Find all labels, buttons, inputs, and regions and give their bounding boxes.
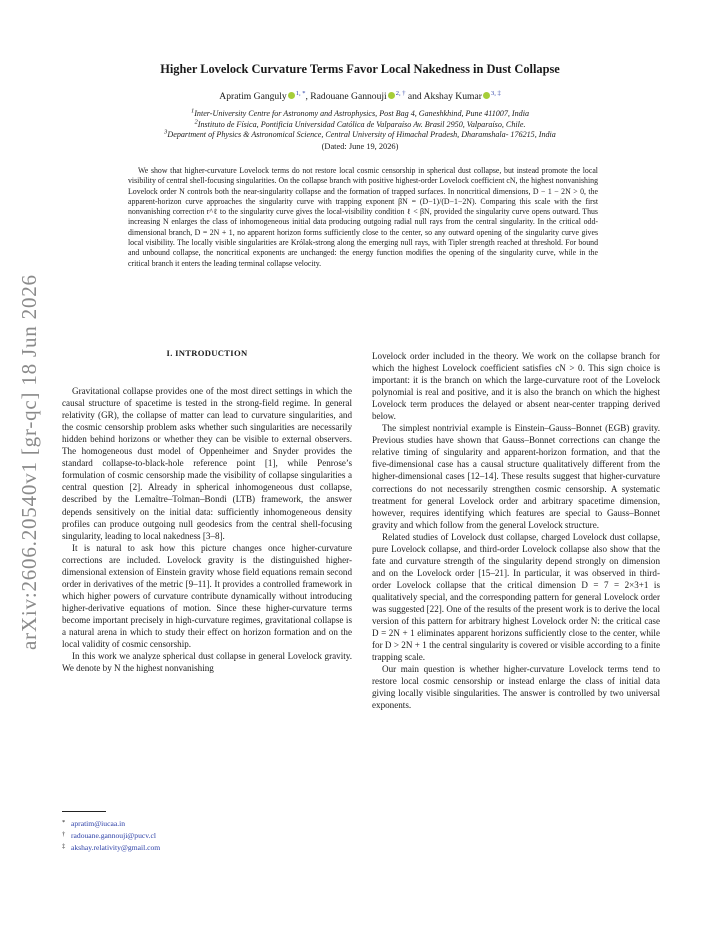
body-paragraph: Gravitational collapse provides one of the most direct settings in which the causal structure of spacetime is tested in the strong-field regime. In general relativity (GR), the collapse of matter can lead to curvature singularities, and the cosmic censorship problem asks whether such singularities are necessarily hidden behind horizons or whether they can be visible to external observers. The homogeneous dust model of Oppenheimer and Snyder provides the standard collapse-to-black-hole reference point [1], while Penrose’s formulation of cosmic censorship made the visibility of collapse singularities a central question [2]. Already in spherical inhomogeneous dust collapse, described by the Lemaître–Tolman–Bondi (LTB) framework, the answer depends sensitively on the initial data: sufficiently inhomogeneous density profiles can produce outgoing null geodesics from the central shell-focusing singularity, leading to local nakedness [3–8].	[62, 386, 352, 541]
orcid-icon[interactable]	[288, 92, 295, 99]
footnotes	[62, 817, 352, 853]
affiliation-text: Instituto de Física, Pontificia Universidad Católica de Valparaíso Av. Brasil 2950, Valparaíso, Chile.	[197, 119, 526, 129]
footnote-divider	[62, 811, 106, 812]
section-heading: I. INTRODUCTION	[166, 348, 248, 358]
affiliation-text: Inter-University Centre for Astronomy and Astrophysics, Post Bag 4, Ganeshkhind, Pune 411007, India	[194, 109, 530, 118]
body-paragraph: The simplest nontrivial example is Einstein–Gauss–Bonnet (EGB) gravity. Previous studies have shown that Gauss–Bonnet corrections can change the relative timing of singularity and apparent-horizon formation, and that the five-dimensional case has a causal structure qualitatively different from the higher-dimensional cases [12–14]. These results suggest that higher-curvature corrections do not necessarily strengthen cosmic censorship. A systematic treatment for general Lovelock order and arbitrary spacetime dimension, however, requires identifying which features are special to Gauss–Bonnet gravity and which follow from the general Lovelock structure.	[372, 423, 660, 530]
footnote-mark: *	[62, 819, 66, 826]
author-joiner: ,	[305, 91, 311, 102]
left-column	[62, 347, 352, 674]
right-column	[372, 350, 660, 711]
author-list	[90, 91, 630, 103]
abstract	[128, 166, 598, 269]
footnote	[62, 829, 352, 841]
affiliation-mark: 2	[194, 117, 198, 125]
author-joiner: and	[405, 91, 424, 102]
author-name: Radouane Gannouji	[310, 91, 387, 102]
body-paragraph: In this work we analyze spherical dust collapse in general Lovelock gravity. We denote by N the highest nonvanishing	[62, 651, 352, 674]
body-paragraph: Our main question is whether higher-curvature Lovelock terms tend to restore local cosmic censorship or instead enlarge the class of initial data giving locally visible singularities. The answer is controlled by two universal exponents.	[372, 664, 660, 711]
date-line: (Dated: June 19, 2026)	[321, 142, 399, 151]
footnote-email-link[interactable]: apratim@iucaa.in	[71, 819, 126, 828]
footnote-mark: ‡	[62, 843, 66, 850]
footnote-email-link[interactable]: akshay.relativity@gmail.com	[71, 843, 161, 852]
affiliation-text: Department of Physics & Astronomical Science, Central University of Himachal Pradesh, Dharamshala- 176215, India	[167, 130, 556, 139]
orcid-icon[interactable]	[388, 92, 395, 99]
footnote	[62, 817, 352, 829]
affiliation-mark: 3	[164, 128, 168, 136]
orcid-icon[interactable]	[483, 92, 490, 99]
author-name: Akshay Kumar	[423, 91, 482, 102]
author-marks: 3, ‡	[490, 89, 501, 97]
affiliation-line	[70, 117, 650, 131]
footnote-mark: †	[62, 831, 66, 838]
affiliations	[70, 109, 650, 141]
affiliation-line	[70, 109, 650, 120]
body-paragraph: Lovelock order included in the theory. We work on the collapse branch for which the highest Lovelock coefficient satisfies cN > 0. This sign choice is important: it is the branch on which the large-curvature root of the Lovelock polynomial is real and positive, and it is also the branch on which the highest Lovelock term produces the delayed or absent near-center trapping derived below.	[372, 351, 660, 422]
footnote-email-link[interactable]: radouane.gannouji@pucv.cl	[71, 831, 156, 840]
affiliation-mark: 1	[190, 107, 195, 115]
affiliation-line	[70, 130, 650, 141]
author-name: Apratim Ganguly	[219, 91, 287, 102]
footnote	[62, 841, 352, 853]
arxiv-identifier-stamp: arXiv:2606.20540v1 [gr-qc] 18 Jun 2026	[17, 274, 41, 650]
body-paragraph: Related studies of Lovelock dust collapse, charged Lovelock dust collapse, pure Lovelock collapse, and third-order Lovelock collapse also show that the fate and curvature strength of the singularity depend strongly on dimension and on the Lovelock order [15–21]. In particular, it was observed in third-order Lovelock collapse that the critical dimension D = 7 = 2×3+1 is qualitatively special, and the corresponding pattern for general Lovelock order was suggested [22]. One of the results of the present work is to derive the local version of this pattern for arbitrary highest Lovelock order N: the critical case D = 2N + 1 eliminates apparent horizons sufficiently close to the center, while for D > 2N + 1 the central singularity is covered or visible according to a finite trapping scale.	[372, 531, 660, 663]
author-marks: 2, †	[395, 89, 406, 97]
body-paragraph: It is natural to ask how this picture changes once higher-curvature corrections are included. Lovelock gravity is the distinguished higher-dimensional extension of Einstein gravity whose field equations remain second order in derivatives of the metric [9–11]. It provides a controlled framework in which higher powers of curvature contribute dynamically without introducing higher-derivative equations of motion. Since these higher-curvature terms become important precisely in high-curvature regimes, gravitational collapse is a natural arena in which to study their effect on horizon formation and on the local validity of cosmic censorship.	[62, 542, 352, 650]
abstract-text: We show that higher-curvature Lovelock terms do not restore local cosmic censorship in spherical dust collapse, but instead promote the local visibility of central shell-focusing singularities. On the collapse branch with positive highest-order Lovelock coefficient cN, the highest nonvanishing Lovelock order N controls both the near-singularity collapse and the formation of trapped surfaces. In noncritical dimensions, D − 1 − 2N > 0, the apparent-horizon curve approaches the singularity curve with trapping exponent βN = (D−1)/(D−1−2N). Comparing this scale with the first nonvanishing correction r^ℓ to the singularity curve gives the local-visibility condition ℓ < βN, provided the singularity curve opens outward. Thus increasing N enlarges the class of inhomogeneous initial data producing outgoing radial null rays from the central singularity. In the critical odd-dimensional branch, D = 2N + 1, no apparent horizon forms sufficiently close to the center, so any outward opening of the singularity curve gives local visibility. The locally visible singularities are Królak-strong along the emerging null rays, with Tipler strength reached at threshold. For bound and unbound collapse, the noncritical exponents are unchanged: the energy function modifies the opening of the singularity curve, while in the critical branch it enters the leading terminal collapse velocity.	[128, 166, 598, 268]
author-marks: 1, *	[295, 89, 306, 97]
paper-title: Higher Lovelock Curvature Terms Favor Local Nakedness in Dust Collapse	[160, 62, 560, 76]
